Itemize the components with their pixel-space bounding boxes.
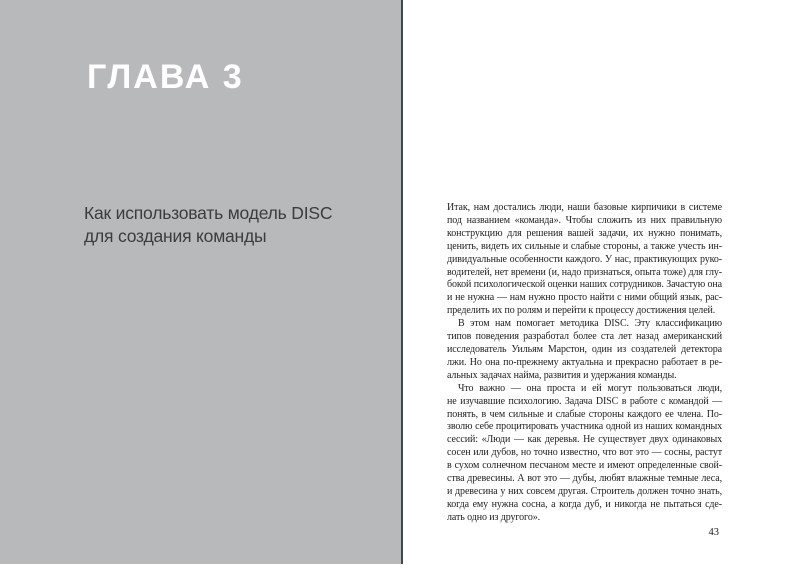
chapter-subtitle-line-1: Как использовать модель DISC bbox=[84, 203, 333, 223]
body-text-line: Что важно — она проста и ей могут пользоваться люди, bbox=[458, 382, 722, 394]
body-text-line: дивидуальные особенности каждого. У нас, практикующих руко- bbox=[447, 253, 722, 265]
body-text-line: и древесина у них совсем другая. Строитель должен точно знать, bbox=[447, 485, 722, 497]
body-text-line: типов поведения разработал более ста лет назад американский bbox=[447, 331, 722, 343]
body-text-line: под названием «команда». Чтобы сложить из них правильную bbox=[447, 214, 722, 226]
chapter-subtitle-line-2: для создания команды bbox=[84, 226, 267, 246]
page-divider bbox=[401, 0, 403, 564]
body-text-line: в сухом солнечном песчаном месте и имеют определенные свой- bbox=[447, 460, 722, 472]
chapter-title: ГЛАВА 3 bbox=[87, 58, 244, 96]
body-text-line: конструкцию для решения вашей задачи, их нужно понимать, bbox=[447, 227, 722, 239]
body-text-line: пределить их по ролям и перейти к процессу достижения целей. bbox=[447, 305, 716, 317]
body-text-line: ства древесины. А вот это — дубы, любят влажные темные леса, bbox=[447, 473, 722, 485]
body-text-line: и не нужна — нам нужно просто найти с ними общий язык, рас- bbox=[447, 292, 722, 304]
body-text-line: лать одно из другого». bbox=[447, 511, 541, 523]
body-text-line: зволю себе процитировать участника одной из наших командных bbox=[447, 421, 722, 433]
body-text-line: не изучавшие психологию. Задача DISC в работе с командой — bbox=[447, 395, 722, 407]
body-text-line: ценить, видеть их сильные и слабые стороны, а также учесть ин- bbox=[447, 240, 722, 252]
body-text-line: Итак, нам достались люди, наши базовые кирпичики в системе bbox=[447, 202, 722, 213]
body-text-line: когда ему нужна сосна, а когда дуб, и никогда не пытаться сде- bbox=[447, 498, 722, 510]
body-text-column bbox=[447, 202, 722, 525]
body-text-line: В этом нам помогает методика DISC. Эту классификацию bbox=[458, 318, 722, 330]
chapter-panel bbox=[0, 0, 401, 564]
body-text-line: бокой психологической оценки наших сотрудников. Зачастую она bbox=[447, 279, 722, 291]
body-text-line: сессий: «Люди — как деревья. Не существует двух одинаковых bbox=[447, 434, 722, 446]
body-text-line: исследователь Уильям Марстон, один из создателей детектора bbox=[447, 343, 722, 355]
chapter-subtitle bbox=[84, 202, 344, 248]
body-text-line: понять, в чем сильные и слабые стороны каждого ее члена. По- bbox=[447, 408, 722, 420]
body-text-line: лжи. Но она по-прежнему актуальна и прекрасно работает в ре- bbox=[447, 356, 722, 368]
body-text-line: водителей, нет времени (и, надо признаться, опыта тоже) для глу- bbox=[447, 266, 722, 278]
page-number: 43 bbox=[708, 527, 719, 538]
body-text-line: сосен или дубов, но точно известно, что вот это — сосны, растут bbox=[447, 447, 722, 459]
body-text-line: альных задачах найма, развития и удержания команды. bbox=[447, 369, 677, 381]
